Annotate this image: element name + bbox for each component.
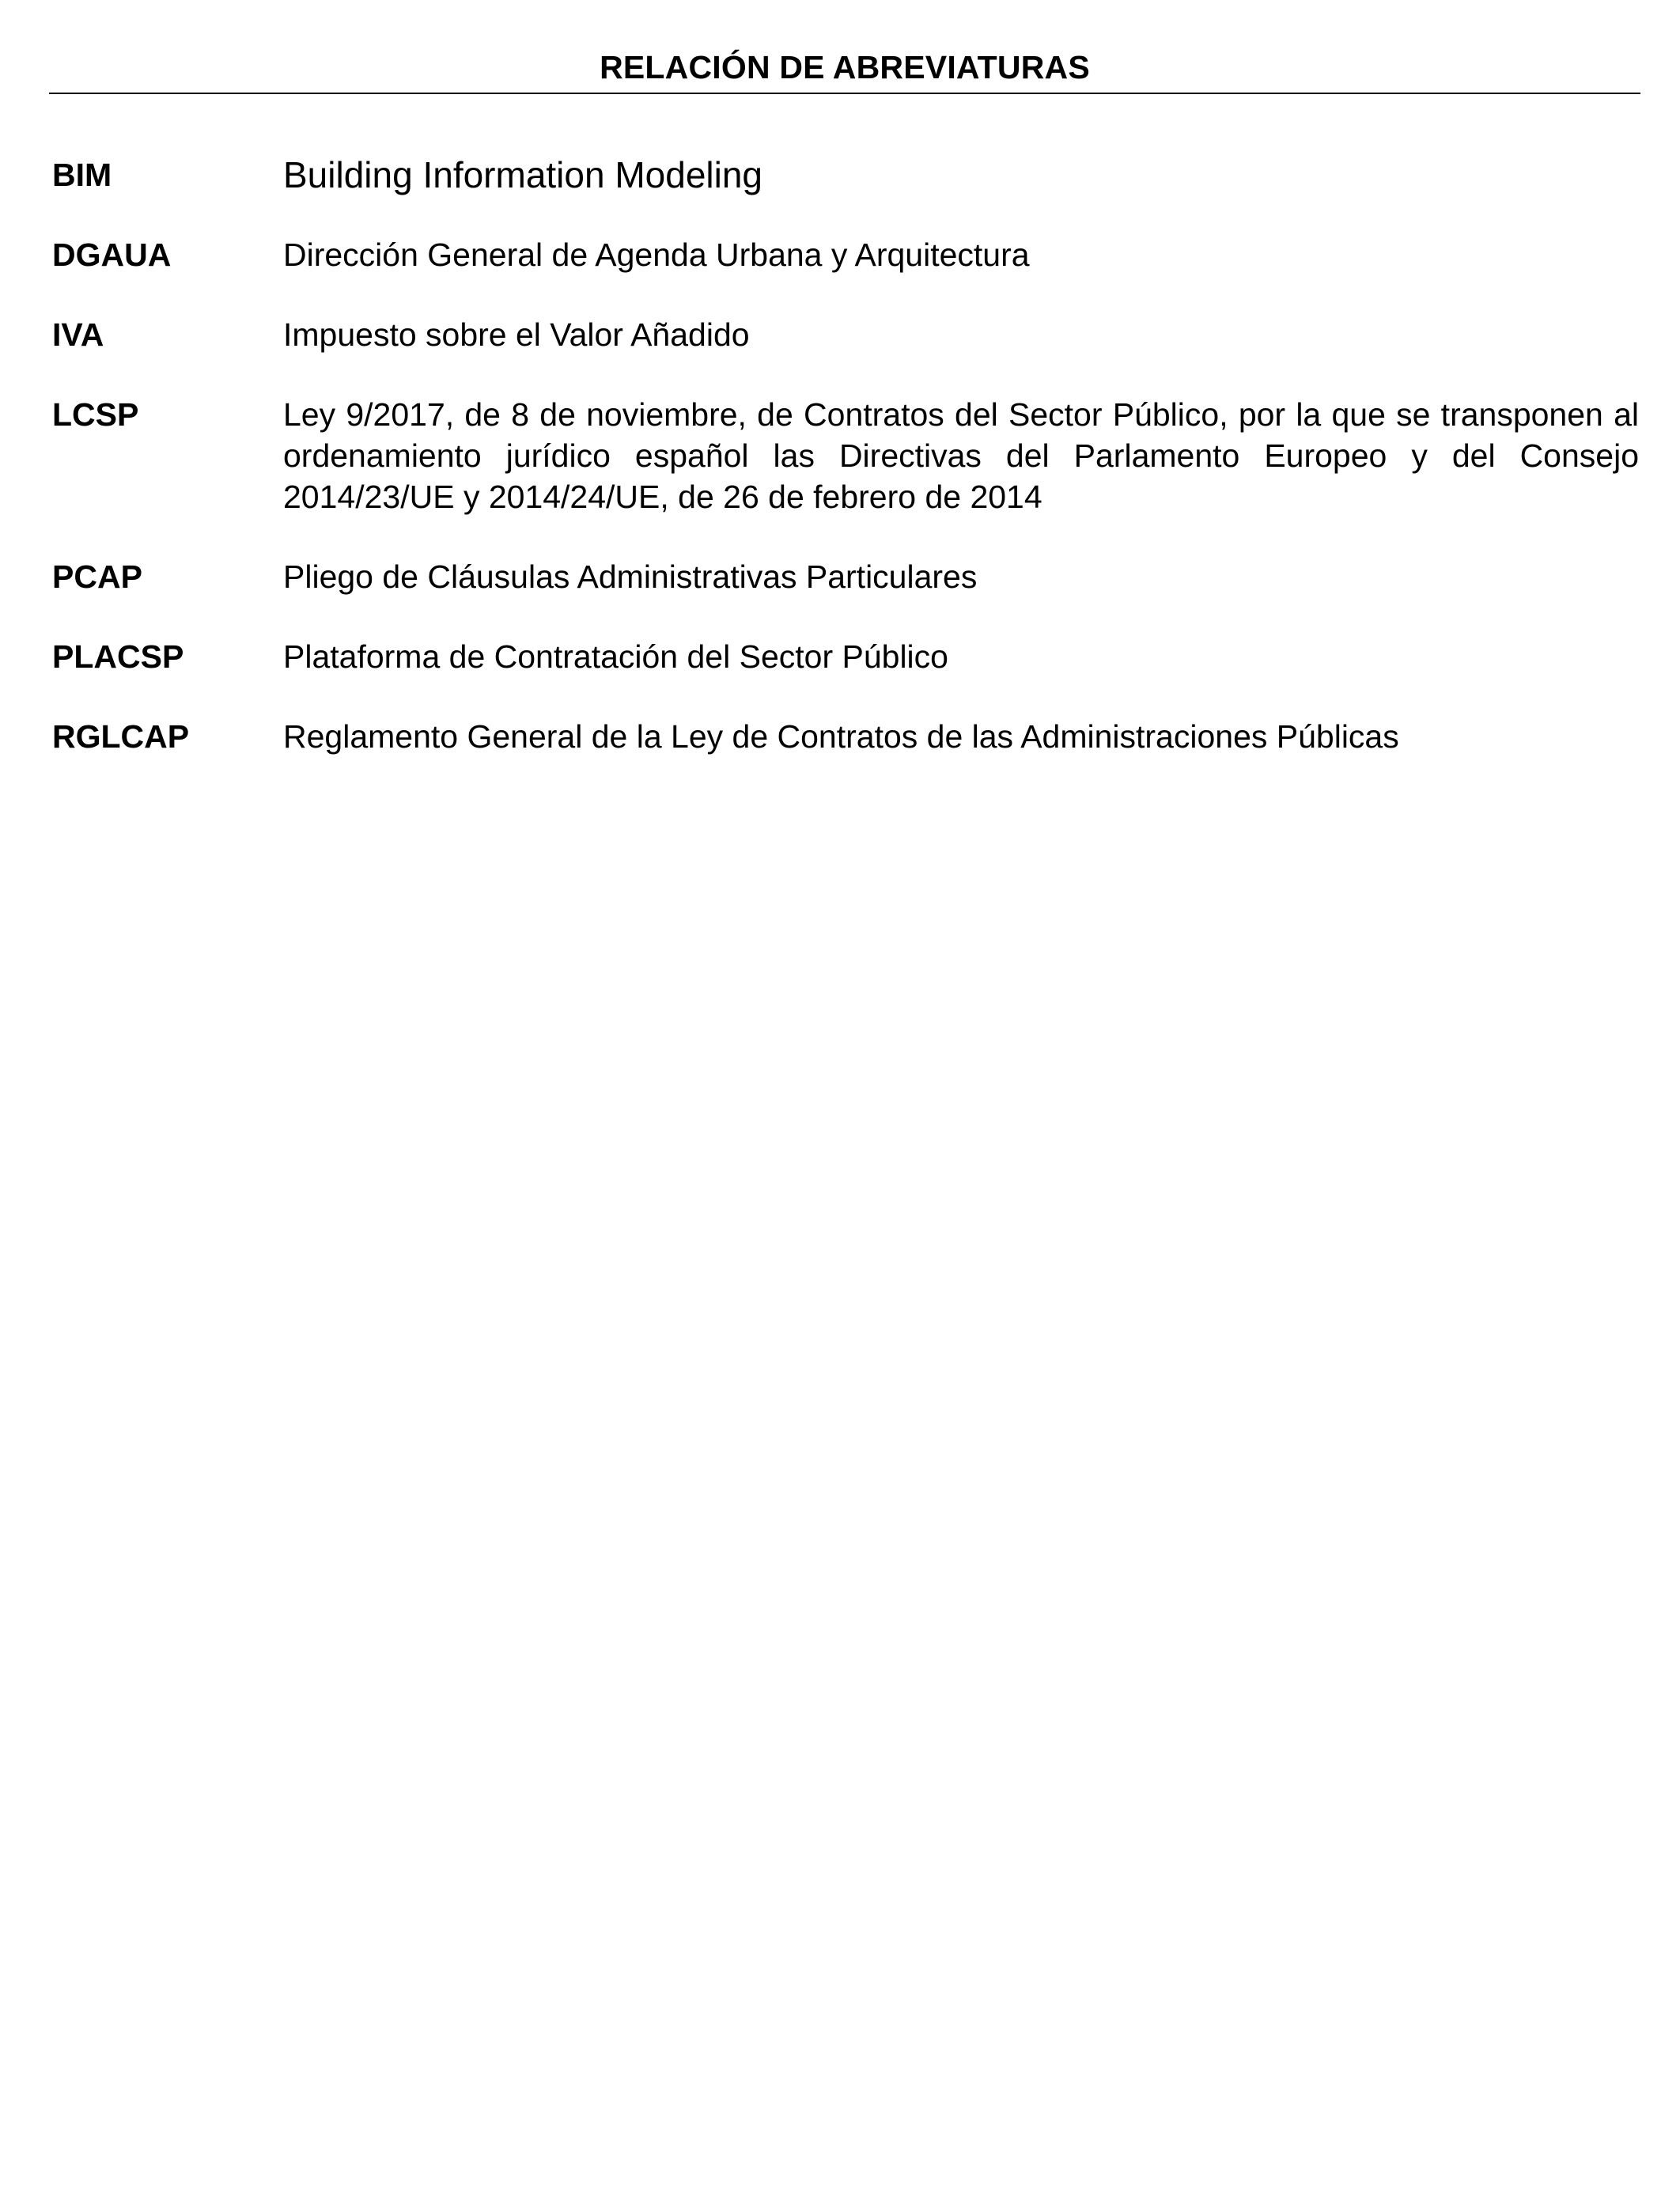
title-divider xyxy=(49,93,1640,94)
abbreviation-list xyxy=(52,154,1639,796)
abbreviation-definition: Building Information Modeling xyxy=(283,154,763,195)
abbreviation-entry xyxy=(52,234,1639,275)
abbreviation-definition: Reglamento General de la Ley de Contratos de las Administraciones Públicas xyxy=(283,718,1399,755)
abbreviation-term: IVA xyxy=(52,316,104,353)
abbreviation-entry xyxy=(52,556,1639,597)
abbreviation-term: DGAUA xyxy=(52,237,172,273)
abbreviation-entry xyxy=(52,394,1639,517)
abbreviation-definition: Pliego de Cláusulas Administrativas Particulares xyxy=(283,558,978,595)
abbreviation-term: PCAP xyxy=(52,558,142,595)
abbreviation-term: RGLCAP xyxy=(52,718,190,755)
abbreviation-entry xyxy=(52,154,1639,195)
abbreviation-entry xyxy=(52,314,1639,355)
abbreviation-term: BIM xyxy=(52,157,112,193)
abbreviation-definition: Dirección General de Agenda Urbana y Arquitectura xyxy=(283,237,1030,273)
page-title: RELACIÓN DE ABREVIATURAS xyxy=(600,49,1090,85)
abbreviation-definition: Ley 9/2017, de 8 de noviembre, de Contratos del Sector Público, por la que se transponen al ordenamiento jurídico español las Directivas del Parlamento Europeo y del Consejo 2014/23/UE y 2014/24/UE, de 26 de febrero de 2014 xyxy=(283,396,1639,515)
abbreviation-entry xyxy=(52,636,1639,677)
abbreviation-term: PLACSP xyxy=(52,638,184,675)
abbreviation-definition: Plataforma de Contratación del Sector Público xyxy=(283,638,948,675)
abbreviation-definition: Impuesto sobre el Valor Añadido xyxy=(283,316,750,353)
abbreviation-entry xyxy=(52,716,1639,757)
abbreviation-term: LCSP xyxy=(52,396,139,433)
